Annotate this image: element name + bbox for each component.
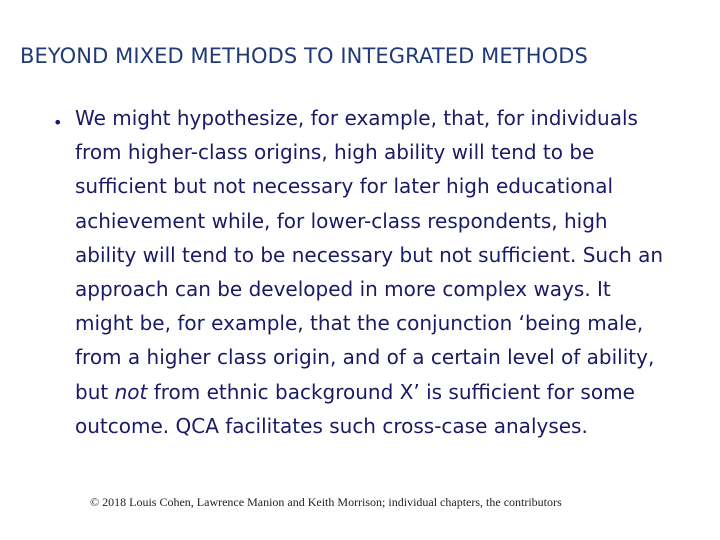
copyright-footer: © 2018 Louis Cohen, Lawrence Manion and Keith Morrison; individual chapters, the contributors [90,495,562,509]
bullet-text-emphasis: not [114,379,148,404]
slide-title: BEYOND MIXED METHODS TO INTEGRATED METHODS [20,44,588,68]
bullet-marker: • [53,113,63,132]
bullet-text [75,101,675,443]
bullet-text-part2: from ethnic background X’ is sufficient for some outcome. QCA facilitates such cross-case analyses. [75,379,635,438]
bullet-text-part1: We might hypothesize, for example, that, for individuals from higher-class origins, high ability will tend to be sufficient but not necessary for later high educational achievement while, for lower-class respondents, high ability will tend to be necessary but not sufficient. Such an approach can be developed in more complex ways. It might be, for example, that the conjunction ‘being male, from a higher class origin, and of a certain level of ability, but [75,106,664,404]
